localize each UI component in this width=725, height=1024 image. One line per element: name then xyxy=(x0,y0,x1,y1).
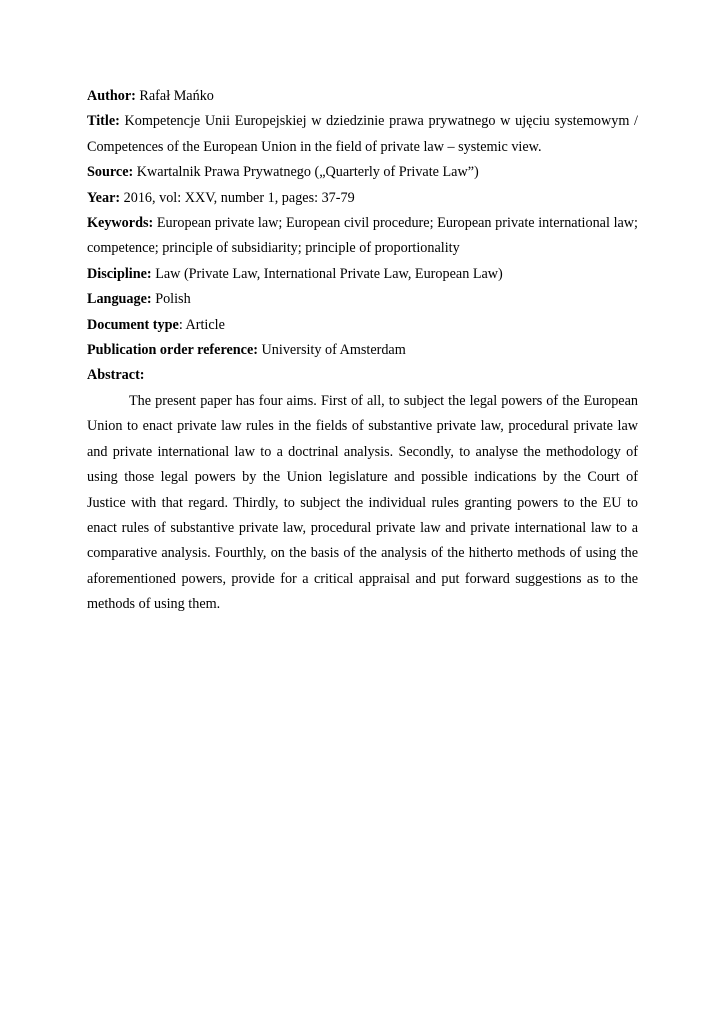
document-type-field xyxy=(87,313,638,338)
language-value: Polish xyxy=(155,291,191,308)
discipline-label: Discipline: xyxy=(87,265,152,282)
title-label: Title: xyxy=(87,113,120,130)
keywords-field xyxy=(87,211,638,262)
publication-order-label: Publication order reference: xyxy=(87,342,258,359)
document-type-label: Document type xyxy=(87,316,179,333)
language-field xyxy=(87,287,638,312)
document-content xyxy=(87,84,638,618)
keywords-label: Keywords: xyxy=(87,215,154,232)
abstract-heading: Abstract: xyxy=(87,367,145,384)
keywords-value: European private law; European civil procedure; European private international law; competence; principle of subsidiarity; principle of proportionality xyxy=(87,215,638,257)
publication-order-value: University of Amsterdam xyxy=(261,342,406,359)
year-label: Year: xyxy=(87,189,121,206)
discipline-value: Law (Private Law, International Private Law, European Law) xyxy=(155,265,503,282)
discipline-field xyxy=(87,262,638,287)
source-field xyxy=(87,160,638,185)
language-label: Language: xyxy=(87,291,152,308)
document-type-value: : Article xyxy=(178,316,225,333)
title-value: Kompetencje Unii Europejskiej w dziedzinie prawa prywatnego w ujęciu systemowym / Competences of the European Union in the field of private law – systemic view. xyxy=(87,113,638,155)
abstract-text: The present paper has four aims. First of all, to subject the legal powers of the European Union to enact private law rules in the fields of substantive private law, procedural private law and private international law to a doctrinal analysis. Secondly, to analyse the methodology of using those legal powers by the Union legislature and possible indications by the Court of Justice with that regard. Thirdly, to subject the individual rules granting powers to the EU to enact rules of substantive private law, procedural private law and private international law to a comparative analysis. Fourthly, on the basis of the analysis of the hitherto methods of using the aforementioned powers, provide for a critical appraisal and put forward suggestions as to the methods of using them. xyxy=(87,392,638,613)
author-field xyxy=(87,84,638,109)
year-field xyxy=(87,186,638,211)
year-value: 2016, vol: XXV, number 1, pages: 37-79 xyxy=(123,189,355,206)
author-value: Rafał Mańko xyxy=(139,88,214,104)
title-field xyxy=(87,109,638,160)
source-label: Source: xyxy=(87,164,134,181)
publication-order-field xyxy=(87,338,638,363)
source-value: Kwartalnik Prawa Prywatnego („Quarterly of Private Law”) xyxy=(136,164,479,181)
author-label: Author: xyxy=(87,88,136,104)
